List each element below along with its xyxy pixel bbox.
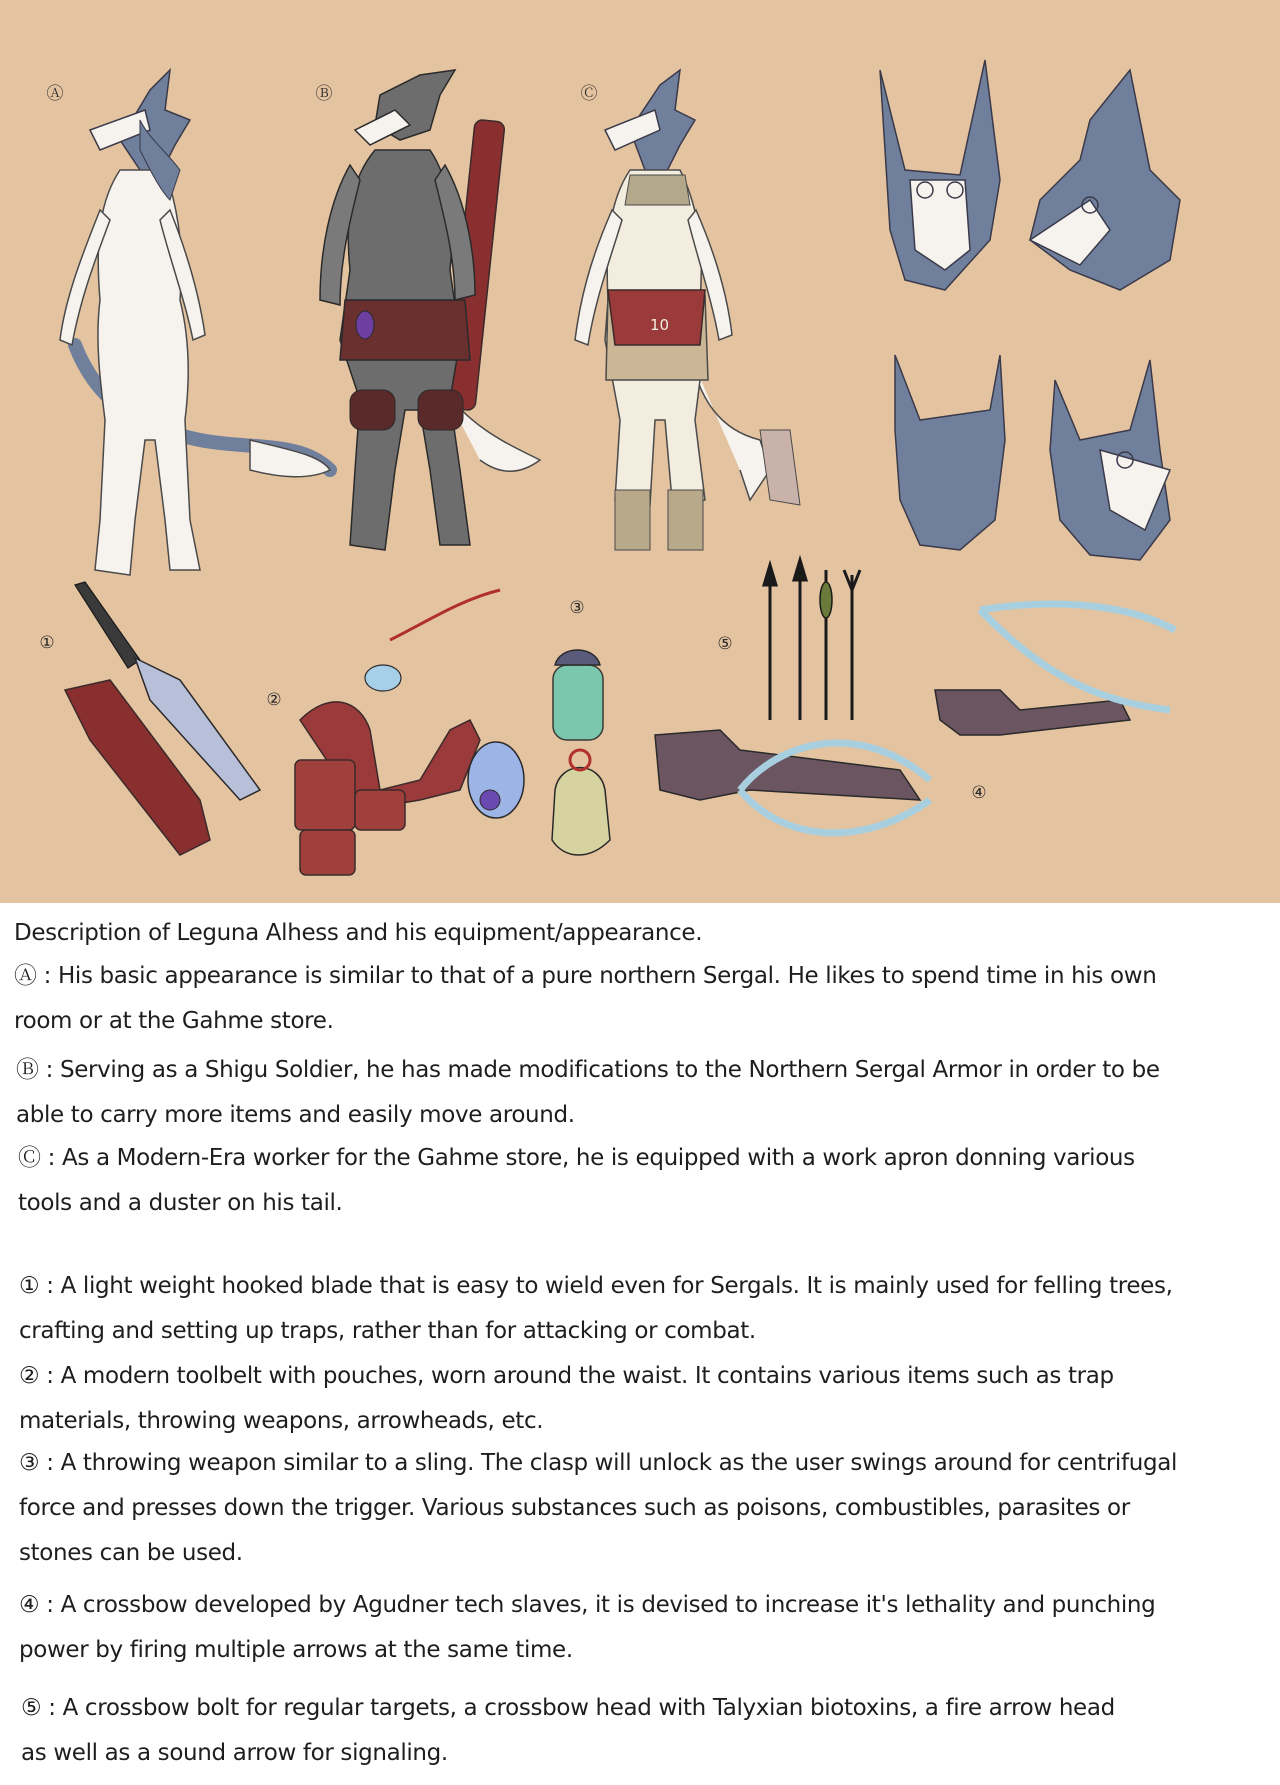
- desc-item-2-line-2: materials, throwing weapons, arrowheads, etc.: [19, 1408, 544, 1434]
- desc-item-3-line-2: force and presses down the trigger. Various substances such as poisons, combustibles, parasites or: [19, 1495, 1130, 1521]
- apron-label: 10: [650, 316, 670, 334]
- figure-b-armored-soldier: [320, 70, 540, 550]
- desc-item-3-line-1: ③ : A throwing weapon similar to a sling. The clasp will unlock as the user swings around for centrifugal: [19, 1450, 1177, 1476]
- desc-item-4-line-2: power by firing multiple arrows at the same time.: [19, 1637, 573, 1663]
- description-section: [0, 903, 1280, 1785]
- desc-item-4-line-1: ④ : A crossbow developed by Agudner tech slaves, it is devised to increase it's lethality and punching: [19, 1592, 1156, 1618]
- figure-c-store-worker: [575, 70, 800, 550]
- marker-5: ⑤: [717, 634, 733, 654]
- item-sling-ammo: [468, 650, 610, 855]
- item-crossbow-bolts: [764, 560, 860, 720]
- description-title: Description of Leguna Alhess and his equipment/appearance.: [14, 920, 703, 946]
- desc-c-line-1: Ⓒ : As a Modern-Era worker for the Gahme store, he is equipped with a work apron donning various: [18, 1145, 1135, 1171]
- desc-item-3-line-3: stones can be used.: [19, 1540, 243, 1566]
- desc-item-2-line-1: ② : A modern toolbelt with pouches, worn around the waist. It contains various items such as trap: [19, 1363, 1114, 1389]
- marker-2: ②: [266, 690, 282, 710]
- marker-c: Ⓒ: [580, 84, 598, 104]
- desc-b-line-2: able to carry more items and easily move around.: [16, 1102, 575, 1128]
- marker-a: Ⓐ: [46, 84, 64, 104]
- item-toolbelt: [295, 590, 500, 875]
- desc-c-line-2: tools and a duster on his tail.: [18, 1190, 343, 1216]
- desc-item-5-line-1: ⑤ : A crossbow bolt for regular targets, a crossbow head with Talyxian biotoxins, a fire arrow head: [21, 1695, 1115, 1721]
- marker-1: ①: [39, 633, 55, 653]
- item-hooked-blade: [65, 582, 260, 855]
- desc-item-1-line-2: crafting and setting up traps, rather than for attacking or combat.: [19, 1318, 756, 1344]
- desc-a-line-1: Ⓐ : His basic appearance is similar to that of a pure northern Sergal. He likes to spend time in his own: [14, 963, 1157, 989]
- marker-3: ③: [569, 598, 585, 618]
- desc-b-line-1: Ⓑ : Serving as a Shigu Soldier, he has made modifications to the Northern Sergal Armor in order to be: [16, 1057, 1160, 1083]
- desc-a-line-2: room or at the Gahme store.: [14, 1008, 334, 1034]
- head-studies: [880, 60, 1180, 560]
- marker-b: Ⓑ: [315, 84, 333, 104]
- desc-item-1-line-1: ① : A light weight hooked blade that is easy to wield even for Sergals. It is mainly used for felling trees,: [19, 1273, 1173, 1299]
- desc-item-5-line-2: as well as a sound arrow for signaling.: [21, 1740, 448, 1766]
- marker-4: ④: [971, 783, 987, 803]
- figure-a-bare-sergal: [60, 70, 330, 575]
